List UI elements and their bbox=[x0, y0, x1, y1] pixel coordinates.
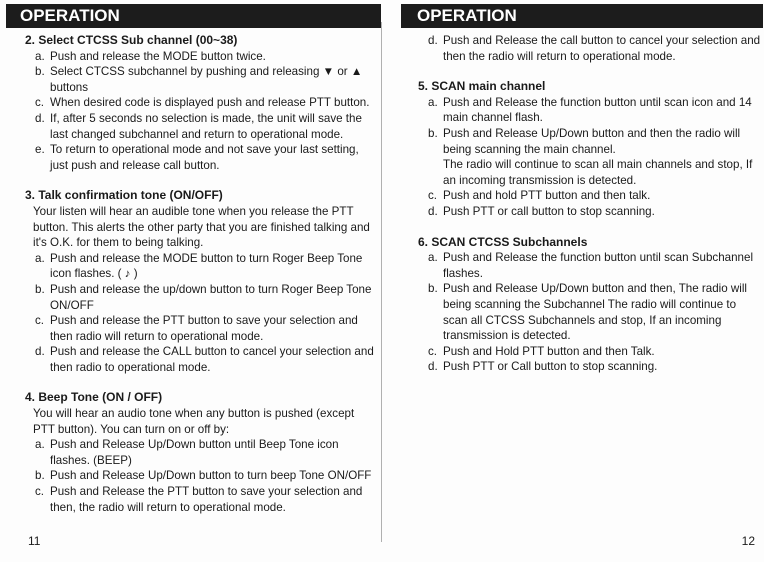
item-marker: b. bbox=[35, 469, 45, 483]
item-text: Select CTCSS subchannel by pushing and releasing ▼ or ▲ buttons bbox=[50, 65, 363, 94]
section-title: 3. Talk confirmation tone (ON/OFF) bbox=[25, 188, 223, 203]
item-marker: a. bbox=[428, 95, 438, 109]
list-item bbox=[25, 49, 375, 65]
section-scan-ctcss-subchannels bbox=[418, 235, 763, 375]
section-intro: Your listen will hear an audible tone when you release the PTT button. This alerts the other party that you are finished talking and it's O.K. for them to being talking. bbox=[33, 204, 370, 250]
list-item bbox=[25, 111, 375, 142]
item-marker: d. bbox=[428, 360, 438, 374]
list-item bbox=[418, 33, 763, 64]
item-text: Push and release the PTT button to save your selection and then radio will return to operational mode. bbox=[50, 314, 358, 343]
item-marker: c. bbox=[428, 344, 438, 358]
item-marker: c. bbox=[35, 96, 45, 110]
section-scan-main-channel bbox=[418, 79, 763, 219]
item-text: To return to operational mode and not save your last setting, just push and release call button. bbox=[50, 143, 359, 172]
item-marker: b. bbox=[35, 65, 45, 79]
list-item bbox=[25, 64, 375, 95]
item-text: When desired code is displayed push and release PTT button. bbox=[50, 96, 370, 110]
list-item bbox=[25, 437, 375, 468]
item-text: Push and hold PTT button and then talk. bbox=[443, 189, 651, 203]
item-marker: b. bbox=[428, 282, 438, 296]
section-title: 2. Select CTCSS Sub channel (00~38) bbox=[25, 33, 238, 47]
list-item bbox=[25, 282, 375, 313]
section-title: 5. SCAN main channel bbox=[418, 79, 546, 94]
item-marker: c. bbox=[35, 485, 45, 499]
item-extra-text: The radio will continue to scan all main channels and stop, If an incoming transmission is detected. bbox=[443, 158, 753, 187]
item-text: Push and release the MODE button to turn Roger Beep Tone icon flashes. ( ♪ ) bbox=[50, 251, 363, 281]
list-item bbox=[418, 126, 763, 157]
list-item bbox=[25, 484, 375, 515]
item-marker: a. bbox=[35, 49, 45, 63]
list-item bbox=[418, 281, 763, 343]
list-item bbox=[418, 344, 763, 360]
right-page-header: OPERATION bbox=[401, 4, 763, 28]
section-ctcss-sub-channel bbox=[25, 33, 375, 173]
list-item bbox=[418, 359, 763, 375]
item-marker: d. bbox=[35, 345, 45, 359]
list-item bbox=[25, 344, 375, 375]
left-page bbox=[0, 0, 381, 562]
list-item bbox=[25, 313, 375, 344]
item-text: Push and release the MODE button twice. bbox=[50, 49, 266, 63]
list-item bbox=[25, 251, 375, 282]
item-marker: a. bbox=[35, 438, 45, 452]
item-text: Push and Release the PTT button to save your selection and then, the radio will return to operational mode. bbox=[50, 485, 363, 514]
item-text: Push PTT or call button to stop scanning. bbox=[443, 204, 655, 218]
section-title: 4. Beep Tone (ON / OFF) bbox=[25, 390, 163, 405]
item-text: Push and Release Up/Down button and then the radio will being scanning the main channel. bbox=[443, 126, 741, 156]
item-text: Push and Release Up/Down button until Beep Tone icon flashes. (BEEP) bbox=[50, 438, 339, 467]
item-marker: c. bbox=[428, 189, 438, 203]
left-page-header: OPERATION bbox=[6, 4, 381, 28]
item-marker: d. bbox=[428, 34, 438, 47]
item-marker: c. bbox=[35, 314, 45, 328]
item-text: Push and Release Up/Down button to turn beep Tone ON/OFF bbox=[50, 469, 372, 483]
section-intro: You will hear an audio tone when any button is pushed (except PTT button). You can turn on or off by: bbox=[33, 407, 355, 436]
list-item bbox=[25, 95, 375, 111]
list-item bbox=[25, 468, 375, 484]
list-item bbox=[418, 204, 763, 220]
item-marker: b. bbox=[428, 126, 438, 140]
item-marker: b. bbox=[35, 282, 45, 296]
item-text: Push PTT or Call button to stop scanning. bbox=[443, 360, 658, 374]
item-text: Push and Release Up/Down button and then, The radio will being scanning the Subchannel The radio will continue to scan all CTCSS Subchannels and stop, If an incoming transmission is detected. bbox=[443, 282, 747, 343]
list-item bbox=[418, 188, 763, 204]
right-page bbox=[383, 0, 764, 562]
item-text: Push and Release the call button to cancel your selection and then the radio will return to operational mode. bbox=[443, 34, 761, 63]
item-text: Push and release the CALL button to cancel your selection and then radio to operational mode. bbox=[50, 345, 374, 374]
section-talk-confirmation-tone bbox=[25, 188, 375, 375]
item-text: Push and Hold PTT button and then Talk. bbox=[443, 344, 655, 358]
item-text: Push and release the up/down button to turn Roger Beep Tone ON/OFF bbox=[50, 282, 372, 312]
list-item bbox=[25, 142, 375, 173]
list-item bbox=[418, 95, 763, 126]
page-number: 11 bbox=[28, 534, 41, 548]
right-page-content bbox=[418, 33, 763, 375]
section-title: 6. SCAN CTCSS Subchannels bbox=[418, 234, 588, 249]
item-marker: d. bbox=[428, 204, 438, 218]
item-marker: a. bbox=[428, 251, 438, 265]
list-item bbox=[418, 250, 763, 281]
section-beep-tone bbox=[25, 390, 375, 515]
item-marker: a. bbox=[35, 251, 45, 265]
left-page-content bbox=[25, 33, 375, 515]
item-text: Push and Release the function button until scan Subchannel flashes. bbox=[443, 251, 754, 280]
item-marker: d. bbox=[35, 111, 45, 125]
item-text: If, after 5 seconds no selection is made, the unit will save the last changed subchannel and return to operational mode. bbox=[50, 111, 362, 141]
item-text: Push and Release the function button until scan icon and 14 main channel flash. bbox=[443, 95, 752, 125]
page-divider bbox=[381, 22, 382, 542]
item-marker: e. bbox=[35, 143, 45, 157]
page-number: 12 bbox=[741, 534, 755, 548]
